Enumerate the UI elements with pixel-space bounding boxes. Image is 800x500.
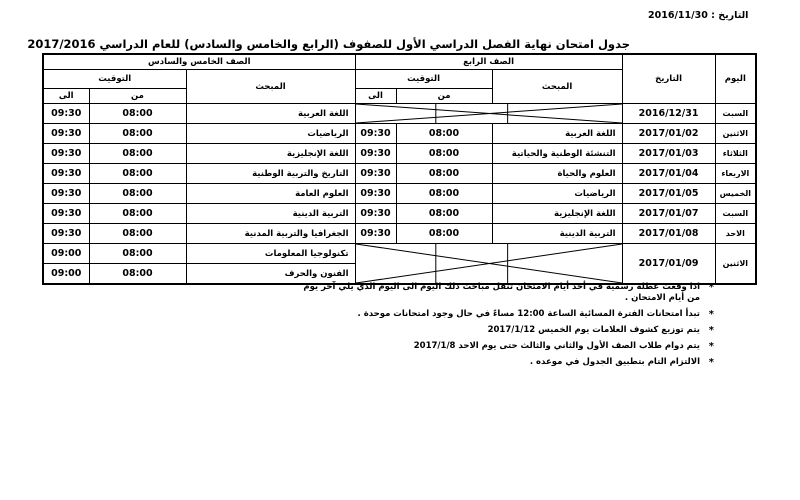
date-cell: 2016/12/31 xyxy=(622,104,715,124)
g56-to-cell: 09:30 xyxy=(43,124,89,144)
g56-to-cell: 09:00 xyxy=(43,264,89,285)
g4-empty-crossed-cell xyxy=(355,244,622,285)
note-item xyxy=(314,325,714,336)
grade4-from-header: من xyxy=(396,89,492,104)
date-value: 2016/11/30 xyxy=(648,10,708,21)
grade4-subject-header: المبحث xyxy=(492,70,622,104)
notes-list xyxy=(303,282,714,373)
g56-from-cell: 08:00 xyxy=(89,184,186,204)
g56-subject-cell: الجغرافيا والتربية المدنية xyxy=(186,224,355,244)
grade4-to-header: الى xyxy=(355,89,396,104)
table-row xyxy=(43,124,756,144)
asterisk-marker: * xyxy=(708,282,714,293)
date-cell: 2017/01/02 xyxy=(622,124,715,144)
grade56-timing-header: التوقيت xyxy=(43,70,186,89)
date-cell: 2017/01/09 xyxy=(622,244,715,285)
note-text: يتم توزيع كشوف العلامات يوم الخميس 2017/1/12 xyxy=(487,325,700,335)
g56-from-cell: 08:00 xyxy=(89,144,186,164)
table-row xyxy=(43,224,756,244)
g56-from-cell: 08:00 xyxy=(89,244,186,264)
g4-to-cell: 09:30 xyxy=(355,184,396,204)
note-text: الالتزام التام بتطبيق الجدول في موعده . xyxy=(529,357,700,367)
note-text: تبدأ امتحانات الفترة المسائية الساعة 12:00 مساءً في حال وجود امتحانات موحدة . xyxy=(357,309,700,319)
table-row xyxy=(43,244,756,264)
g56-to-cell: 09:30 xyxy=(43,204,89,224)
g4-to-cell: 09:30 xyxy=(355,124,396,144)
g4-subject-cell: التربية الدينية xyxy=(492,224,622,244)
note-item xyxy=(314,357,714,368)
g4-from-cell: 08:00 xyxy=(396,184,492,204)
g56-from-cell: 08:00 xyxy=(89,224,186,244)
g56-to-cell: 09:30 xyxy=(43,104,89,124)
g56-subject-cell: العلوم العامة xyxy=(186,184,355,204)
document-date xyxy=(648,10,748,21)
g56-to-cell: 09:30 xyxy=(43,164,89,184)
day-cell: الخميس xyxy=(715,184,756,204)
g56-subject-cell: اللغة العربية xyxy=(186,104,355,124)
g56-from-cell: 08:00 xyxy=(89,124,186,144)
g56-to-cell: 09:30 xyxy=(43,144,89,164)
grade56-from-header: من xyxy=(89,89,186,104)
g4-subject-cell: الرياضيات xyxy=(492,184,622,204)
g56-from-cell: 08:00 xyxy=(89,204,186,224)
g4-empty-crossed-cell xyxy=(355,104,622,124)
g4-from-cell: 08:00 xyxy=(396,224,492,244)
g56-subject-cell: التاريخ والتربية الوطنية xyxy=(186,164,355,184)
g56-to-cell: 09:00 xyxy=(43,244,89,264)
g56-subject-cell: الرياضيات xyxy=(186,124,355,144)
table-row xyxy=(43,144,756,164)
day-cell: الاحد xyxy=(715,224,756,244)
g4-from-cell: 08:00 xyxy=(396,124,492,144)
g56-subject-cell: الفنون والحرف xyxy=(186,264,355,285)
table-row xyxy=(43,104,756,124)
day-cell: السبت xyxy=(715,204,756,224)
g4-subject-cell: العلوم والحياة xyxy=(492,164,622,184)
g4-from-cell: 08:00 xyxy=(396,164,492,184)
asterisk-marker: * xyxy=(708,309,714,320)
day-cell: الاثنين xyxy=(715,124,756,144)
grade56-header: الصف الخامس والسادس xyxy=(43,54,355,70)
g56-subject-cell: التربية الدينية xyxy=(186,204,355,224)
date-cell: 2017/01/08 xyxy=(622,224,715,244)
g4-to-cell: 09:30 xyxy=(355,164,396,184)
day-cell: الاربعاء xyxy=(715,164,756,184)
table-row xyxy=(43,164,756,184)
cross-mark-icon xyxy=(356,244,622,283)
g4-to-cell: 09:30 xyxy=(355,204,396,224)
page-title: جدول امتحان نهاية الفصل الدراسي الأول للصفوف (الرابع والخامس والسادس) للعام الدراسي 2017/2016 xyxy=(27,37,630,51)
table-row xyxy=(43,204,756,224)
g56-from-cell: 08:00 xyxy=(89,264,186,285)
asterisk-marker: * xyxy=(708,325,714,336)
g56-to-cell: 09:30 xyxy=(43,224,89,244)
asterisk-marker: * xyxy=(708,341,714,352)
g4-from-cell: 08:00 xyxy=(396,144,492,164)
date-cell: 2017/01/04 xyxy=(622,164,715,184)
g4-subject-cell: اللغة العربية xyxy=(492,124,622,144)
date-cell: 2017/01/07 xyxy=(622,204,715,224)
cross-mark-icon xyxy=(356,104,622,123)
day-cell: الاثنين xyxy=(715,244,756,285)
day-column-header: اليوم xyxy=(715,54,756,104)
note-text: اذا وقعت عطلة رسمية في أحد أيام الامتحان تنقل مباحث ذلك اليوم الى اليوم الذي يلي آخر يوم من أيام الامتحان . xyxy=(303,282,700,303)
grade56-to-header: الى xyxy=(43,89,89,104)
g56-from-cell: 08:00 xyxy=(89,104,186,124)
g56-from-cell: 08:00 xyxy=(89,164,186,184)
g4-from-cell: 08:00 xyxy=(396,204,492,224)
asterisk-marker: * xyxy=(708,357,714,368)
day-cell: الثلاثاء xyxy=(715,144,756,164)
table-row xyxy=(43,184,756,204)
g4-subject-cell: اللغة الإنجليزية xyxy=(492,204,622,224)
note-item xyxy=(314,309,714,320)
note-item xyxy=(303,282,714,304)
g56-to-cell: 09:30 xyxy=(43,184,89,204)
grade56-subject-header: المبحث xyxy=(186,70,355,104)
note-item xyxy=(314,341,714,352)
grade4-timing-header: التوقيت xyxy=(355,70,492,89)
date-column-header: التاريخ xyxy=(622,54,715,104)
day-cell: السبت xyxy=(715,104,756,124)
date-label: التاريخ : xyxy=(711,10,749,21)
g56-subject-cell: اللغة الإنجليزية xyxy=(186,144,355,164)
g4-subject-cell: التنشئة الوطنية والحياتية xyxy=(492,144,622,164)
date-cell: 2017/01/05 xyxy=(622,184,715,204)
date-cell: 2017/01/03 xyxy=(622,144,715,164)
g4-to-cell: 09:30 xyxy=(355,224,396,244)
grade4-header: الصف الرابع xyxy=(355,54,622,70)
g56-subject-cell: تكنولوجيا المعلومات xyxy=(186,244,355,264)
exam-schedule-table xyxy=(42,53,757,285)
note-text: يتم دوام طلاب الصف الأول والثاني والثالث حتى يوم الاحد 2017/1/8 xyxy=(413,341,700,351)
g4-to-cell: 09:30 xyxy=(355,144,396,164)
